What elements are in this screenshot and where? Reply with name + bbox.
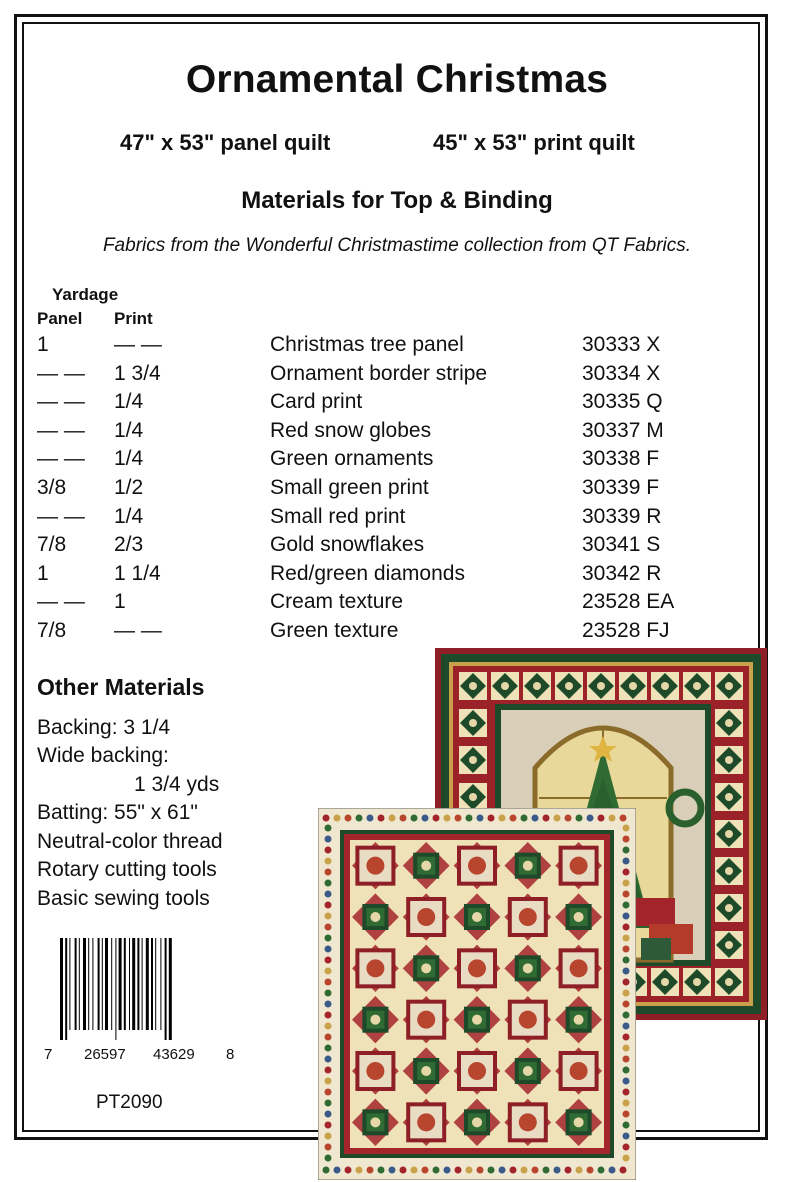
material-row xyxy=(0,562,794,590)
barcode-digit-start: 7 xyxy=(44,1046,53,1063)
fabric-code: 30341 S xyxy=(582,533,661,557)
wide-backing-amount: 1 3/4 yds xyxy=(134,773,220,796)
materials-heading: Materials for Top & Binding xyxy=(241,187,553,214)
fabrics-note: Fabrics from the Wonderful Christmastime collection from QT Fabrics. xyxy=(102,235,692,256)
sewing-tools-line: Basic sewing tools xyxy=(37,887,210,910)
panel-yardage: — — xyxy=(37,504,85,528)
fabric-code: 30339 F xyxy=(582,476,660,499)
print-yardage: 1 xyxy=(114,590,126,614)
print-yardage: 1 1/4 xyxy=(114,561,161,585)
fabric-name: Small green print xyxy=(270,476,429,499)
barcode-digits-left: 26597 xyxy=(84,1046,126,1063)
print-yardage: 1/4 xyxy=(114,447,144,471)
panel-yardage: — — xyxy=(37,447,85,471)
page-title: Ornamental Christmas xyxy=(185,58,609,101)
print-yardage: 2/3 xyxy=(114,533,144,557)
fabric-code: 30337 M xyxy=(582,418,664,442)
barcode-digits-right: 43629 xyxy=(153,1046,195,1063)
panel-quilt-size: 47" x 53" panel quilt xyxy=(120,130,331,155)
material-row xyxy=(0,476,794,504)
panel-yardage: — — xyxy=(37,390,85,414)
panel-yardage: — — xyxy=(37,418,85,442)
fabric-name: Small red print xyxy=(270,504,406,528)
fabric-code: 30334 X xyxy=(582,361,661,385)
other-materials-heading: Other Materials xyxy=(37,674,205,700)
pattern-number: PT2090 xyxy=(96,1092,163,1113)
backing-line: Backing: 3 1/4 xyxy=(37,716,171,739)
print-yardage: — — xyxy=(114,333,162,356)
barcode xyxy=(58,938,238,1045)
thread-line: Neutral-color thread xyxy=(37,830,223,853)
material-row xyxy=(0,333,794,361)
material-row xyxy=(0,362,794,390)
barcode-digit-end: 8 xyxy=(226,1046,235,1063)
panel-column-header: Panel xyxy=(37,309,83,328)
fabric-name: Card print xyxy=(270,390,363,414)
print-yardage: 1/4 xyxy=(114,390,144,414)
print-quilt-size: 45" x 53" print quilt xyxy=(433,130,635,155)
material-row xyxy=(0,390,794,418)
barcode-bars xyxy=(58,938,238,1040)
material-row xyxy=(0,590,794,618)
panel-yardage: — — xyxy=(37,590,85,614)
print-yardage: — — xyxy=(114,619,162,642)
material-row xyxy=(0,447,794,475)
fabric-name: Red/green diamonds xyxy=(270,561,465,585)
fabric-name: Cream texture xyxy=(270,590,404,614)
print-yardage: 1/4 xyxy=(114,504,144,528)
fabric-code: 23528 EA xyxy=(582,590,675,614)
fabric-code: 30335 Q xyxy=(582,390,663,414)
print-yardage: 1/2 xyxy=(114,476,144,499)
material-row xyxy=(0,419,794,447)
fabric-code: 30342 R xyxy=(582,561,662,585)
fabric-name: Christmas tree panel xyxy=(270,333,464,356)
panel-yardage: 7/8 xyxy=(37,619,67,642)
panel-yardage: 3/8 xyxy=(37,476,67,499)
fabric-name: Gold snowflakes xyxy=(270,533,425,557)
print-yardage: 1 3/4 xyxy=(114,361,161,385)
print-quilt-image xyxy=(318,808,636,1180)
yardage-label: Yardage xyxy=(52,285,119,304)
fabric-name: Green texture xyxy=(270,619,399,642)
cutting-tools-line: Rotary cutting tools xyxy=(37,858,217,881)
fabric-name: Ornament border stripe xyxy=(270,361,488,385)
print-yardage: 1/4 xyxy=(114,418,144,442)
material-row xyxy=(0,533,794,561)
panel-yardage: 7/8 xyxy=(37,533,67,557)
panel-yardage: 1 xyxy=(37,561,49,585)
panel-yardage: 1 xyxy=(37,333,49,356)
material-row xyxy=(0,619,794,647)
panel-yardage: — — xyxy=(37,361,85,385)
material-row xyxy=(0,505,794,533)
fabric-name: Red snow globes xyxy=(270,418,432,442)
fabric-code: 23528 FJ xyxy=(582,619,670,642)
fabric-name: Green ornaments xyxy=(270,447,434,471)
fabric-code: 30338 F xyxy=(582,447,660,471)
batting-line: Batting: 55" x 61" xyxy=(37,801,198,824)
print-column-header: Print xyxy=(114,309,153,328)
fabric-code: 30333 X xyxy=(582,333,661,356)
wide-backing-line: Wide backing: xyxy=(37,744,169,767)
fabric-code: 30339 R xyxy=(582,504,662,528)
